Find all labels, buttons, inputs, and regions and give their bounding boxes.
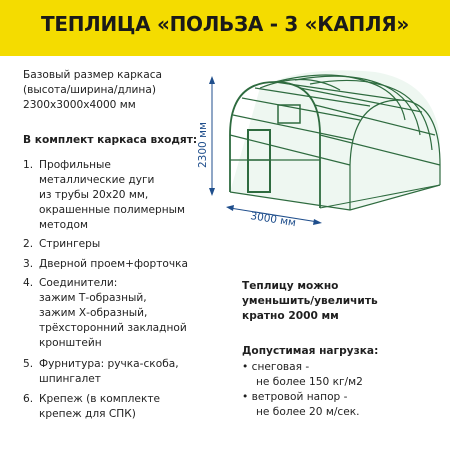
kit-item-line: Фурнитура: ручка-скоба, <box>39 358 179 370</box>
kit-item-line: Профильные <box>39 159 111 171</box>
page-title: ТЕПЛИЦА «ПОЛЬЗА - 3 «КАПЛЯ» <box>40 12 409 36</box>
kit-item-number: 3. <box>23 258 34 270</box>
kit-item-line: Крепеж (в комплекте <box>39 393 161 405</box>
kit-item-line: окрашенные полимерным <box>39 204 185 216</box>
kit-item-number: 5. <box>23 358 34 370</box>
load-wind-line-2: не более 20 м/сек. <box>256 406 360 418</box>
kit-item-line: металлические дуги <box>39 174 155 186</box>
kit-item-line: Стрингеры <box>39 238 101 250</box>
resize-note-line-1: Теплицу можно <box>242 280 339 292</box>
base-size-line-2: (высота/ширина/длина) <box>23 84 156 96</box>
kit-heading: В комплект каркаса входят: <box>23 134 198 146</box>
title-banner <box>0 0 450 56</box>
kit-item-line: Дверной проем+форточка <box>39 258 189 270</box>
kit-item-number: 1. <box>23 159 34 171</box>
base-size-line-1: Базовый размер каркаса <box>23 69 163 81</box>
load-snow-line-1: • снеговая - <box>242 361 310 373</box>
greenhouse-frame <box>230 70 440 210</box>
load-snow-line-2: не более 150 кг/м2 <box>256 376 363 388</box>
kit-item-line: кронштейн <box>39 337 102 349</box>
height-dimension-line <box>209 76 215 196</box>
kit-item-number: 6. <box>23 393 34 405</box>
kit-item-number: 2. <box>23 238 34 250</box>
kit-item-line: крепеж для СПК) <box>39 408 136 420</box>
kit-item-line: Соединители: <box>39 277 118 289</box>
kit-item-line: трёхсторонний закладной <box>39 322 187 334</box>
height-dimension-label: 2300 мм <box>197 122 209 168</box>
load-heading: Допустимая нагрузка: <box>242 345 379 357</box>
kit-item-line: из трубы 20x20 мм, <box>39 189 149 201</box>
kit-item-line: зажим Т-образный, <box>39 292 147 304</box>
kit-item-line: шпингалет <box>39 373 101 385</box>
greenhouse-illustration <box>197 60 450 235</box>
kit-item-line: зажим Х-образный, <box>39 307 148 319</box>
base-size-line-3: 2300x3000x4000 мм <box>23 99 136 111</box>
resize-note-line-3: кратно 2000 мм <box>242 310 339 322</box>
kit-item-line: методом <box>39 219 88 231</box>
resize-note-line-2: уменьшить/увеличить <box>242 295 378 307</box>
kit-item-number: 4. <box>23 277 34 289</box>
width-dimension-label: 3000 мм <box>249 210 297 230</box>
load-wind-line-1: • ветровой напор - <box>242 391 348 403</box>
